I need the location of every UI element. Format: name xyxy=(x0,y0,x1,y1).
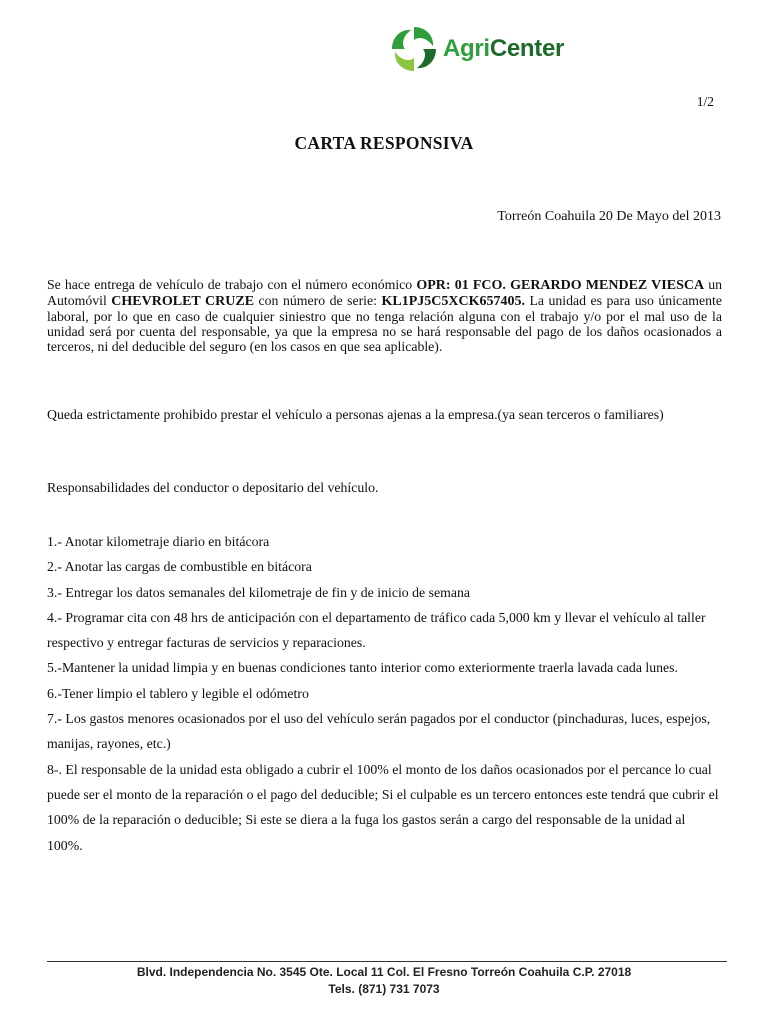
intro-text-4: La unidad es para uso únicamente laboral, por lo que en caso de cualquier siniestro que no tenga relación alguna con el trabajo y/o por el mal uso de la unidad será por cuenta del responsable, ya que la empresa no se hará responsable del pago de los daños ocasionados a terceros, ni del deducible del seguro (en los casos en que sea aplicable). xyxy=(47,293,722,354)
list-item: 6.-Tener limpio el tablero y legible el odómetro xyxy=(47,685,309,701)
logo-text xyxy=(443,35,564,63)
place-date: Torreón Coahuila 20 De Mayo del 2013 xyxy=(497,209,721,224)
list-item: 2.- Anotar las cargas de combustible en bitácora xyxy=(47,559,312,575)
list-item: 7.- Los gastos menores ocasionados por el uso del vehículo serán pagados por el conductor (pinchaduras, luces, espejos, manijas, rayones, etc.) xyxy=(47,711,711,752)
list-item: 3.- Entregar los datos semanales del kilometraje de fin y de inicio de semana xyxy=(47,584,470,600)
logo-text-center: Center xyxy=(489,35,565,62)
intro-text-1: Se hace entrega de vehículo de trabajo con el número económico xyxy=(47,277,417,292)
footer xyxy=(0,964,768,998)
responsibilities-heading: Responsabilidades del conductor o depositario del vehículo. xyxy=(47,480,379,495)
prohibition-paragraph: Queda estrictamente prohibido prestar el vehículo a personas ajenas a la empresa.(ya sean terceros o familiares) xyxy=(47,407,664,422)
list-item: 5.-Mantener la unidad limpia y en buenas condiciones tanto interior como exteriormente traerla lavada cada lunes. xyxy=(47,660,678,676)
page-number: 1/2 xyxy=(696,94,714,109)
vehicle-serial: KL1PJ5C5XCK657405. xyxy=(381,294,525,309)
list-item: 4.- Programar cita con 48 hrs de anticipación con el departamento de tráfico cada 5,000 km y llevar el vehículo al taller respectivo y entregar facturas de servicios y reparaciones. xyxy=(47,609,706,651)
intro-paragraph xyxy=(47,277,722,354)
company-logo xyxy=(389,24,564,74)
logo-text-agri: Agri xyxy=(443,35,490,62)
footer-phone: Tels. (871) 731 7073 xyxy=(328,982,440,996)
list-item: 8-. El responsable de la unidad esta obligado a cubrir el 100% el monto de los daños ocasionados por el percance lo cual puede ser el monto de la reparación o el pago del deducible; Si el culpable es un tercero entonces este tendrá que cubrir el 100% de la reparación o deducible; Si este se diera a la fuga los gastos serán a cargo del responsable de la unidad al 100%. xyxy=(47,761,719,853)
list-item: 1.- Anotar kilometraje diario en bitácora xyxy=(47,534,270,549)
footer-divider xyxy=(47,961,727,962)
footer-address: Blvd. Independencia No. 3545 Ote. Local 11 Col. El Fresno Torreón Coahuila C.P. 27018 xyxy=(136,965,632,979)
intro-text-2: un Automóvil xyxy=(47,277,722,308)
intro-text-3: con número de serie: xyxy=(254,293,382,308)
vehicle-driver: OPR: 01 FCO. GERARDO MENDEZ VIESCA xyxy=(416,278,705,293)
vehicle-model: CHEVROLET CRUZE xyxy=(111,294,255,309)
leaf-swirl-icon xyxy=(389,24,439,74)
responsibilities-list xyxy=(47,529,722,858)
document-title: CARTA RESPONSIVA xyxy=(294,133,474,153)
